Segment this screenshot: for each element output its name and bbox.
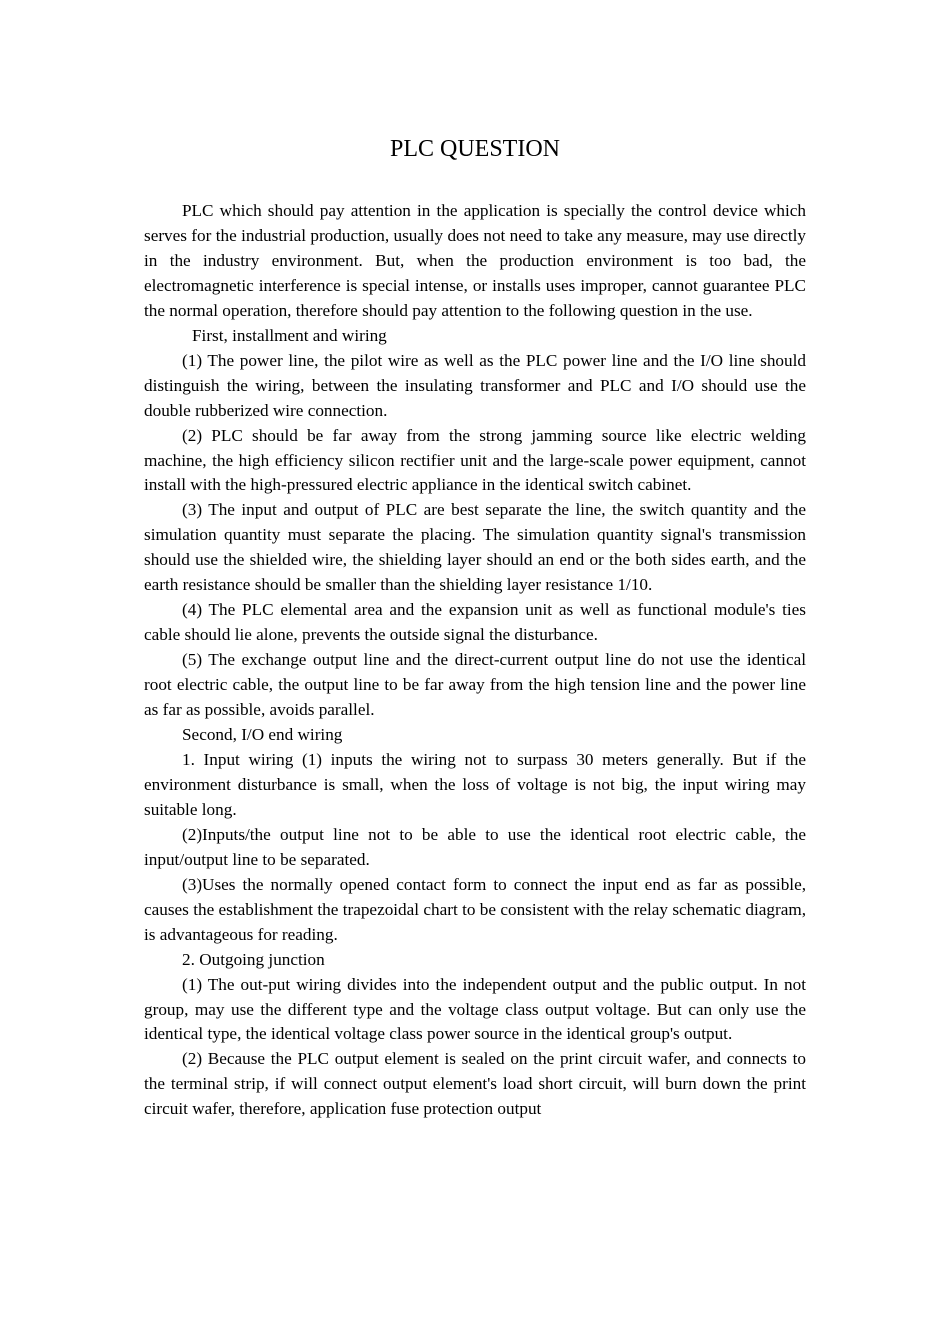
paragraph-install-2: (2) PLC should be far away from the strong jamming source like electric welding machine, the high efficiency silicon rectifier unit and the large-scale power equipment, cannot install with the high-pressured electric appliance in the identical switch cabinet. [144,425,806,495]
paragraph-install-4: (4) The PLC elemental area and the expansion unit as well as functional module's ties cable should lie alone, prevents the outside signal the disturbance. [144,600,806,645]
paragraph-input-2: (2)Inputs/the output line not to be able to use the identical root electric cable, the input/output line to be separated. [144,824,806,869]
subheading-outgoing-junction: 2. Outgoing junction [182,949,325,969]
paragraph-install-1: (1) The power line, the pilot wire as well as the PLC power line and the I/O line should distinguish the wiring, between the insulating transformer and PLC and I/O should use the double rubberized wire connection. [144,350,806,420]
paragraph-install-5: (5) The exchange output line and the direct-current output line do not use the identical root electric cable, the output line to be far away from the high tension line and the power line as far as possible, avoids parallel. [144,650,806,720]
paragraph-install-3: (3) The input and output of PLC are best separate the line, the switch quantity and the simulation quantity must separate the placing. The simulation quantity signal's transmission should use the shielded wire, the shielding layer should an end or the both sides earth, and the earth resistance should be smaller than the shielding layer resistance 1/10. [144,500,806,595]
paragraph-intro: PLC which should pay attention in the application is specially the control device which serves for the industrial production, usually does not need to take any measure, may use directly in the industry environment. But, when the production environment is too bad, the electromagnetic interference is special intense, or installs uses improper, cannot guarantee PLC the normal operation, therefore should pay attention to the following question in the use. [144,201,806,320]
document-body [144,199,806,1122]
paragraph-output-2: (2) Because the PLC output element is sealed on the print circuit wafer, and connects to the terminal strip, if will connect output element's load short circuit, will burn down the print circuit wafer, therefore, application fuse protection output [144,1049,806,1119]
page-title: PLC QUESTION [389,136,560,162]
paragraph-output-1: (1) The out-put wiring divides into the independent output and the public output. In not group, may use the different type and the voltage class output voltage. But can only use the identical type, the identical voltage class power source in the identical group's output. [144,974,806,1044]
paragraph-input-1: 1. Input wiring (1) inputs the wiring not to surpass 30 meters generally. But if the environment disturbance is small, when the loss of voltage is not big, the input wiring may suitable long. [144,749,806,819]
paragraph-input-3: (3)Uses the normally opened contact form to connect the input end as far as possible, causes the establishment the trapezoidal chart to be consistent with the relay schematic diagram, is advantageous for reading. [144,874,806,944]
section-heading-io-wiring: Second, I/O end wiring [182,725,343,745]
section-heading-installment: First, installment and wiring [192,325,387,345]
